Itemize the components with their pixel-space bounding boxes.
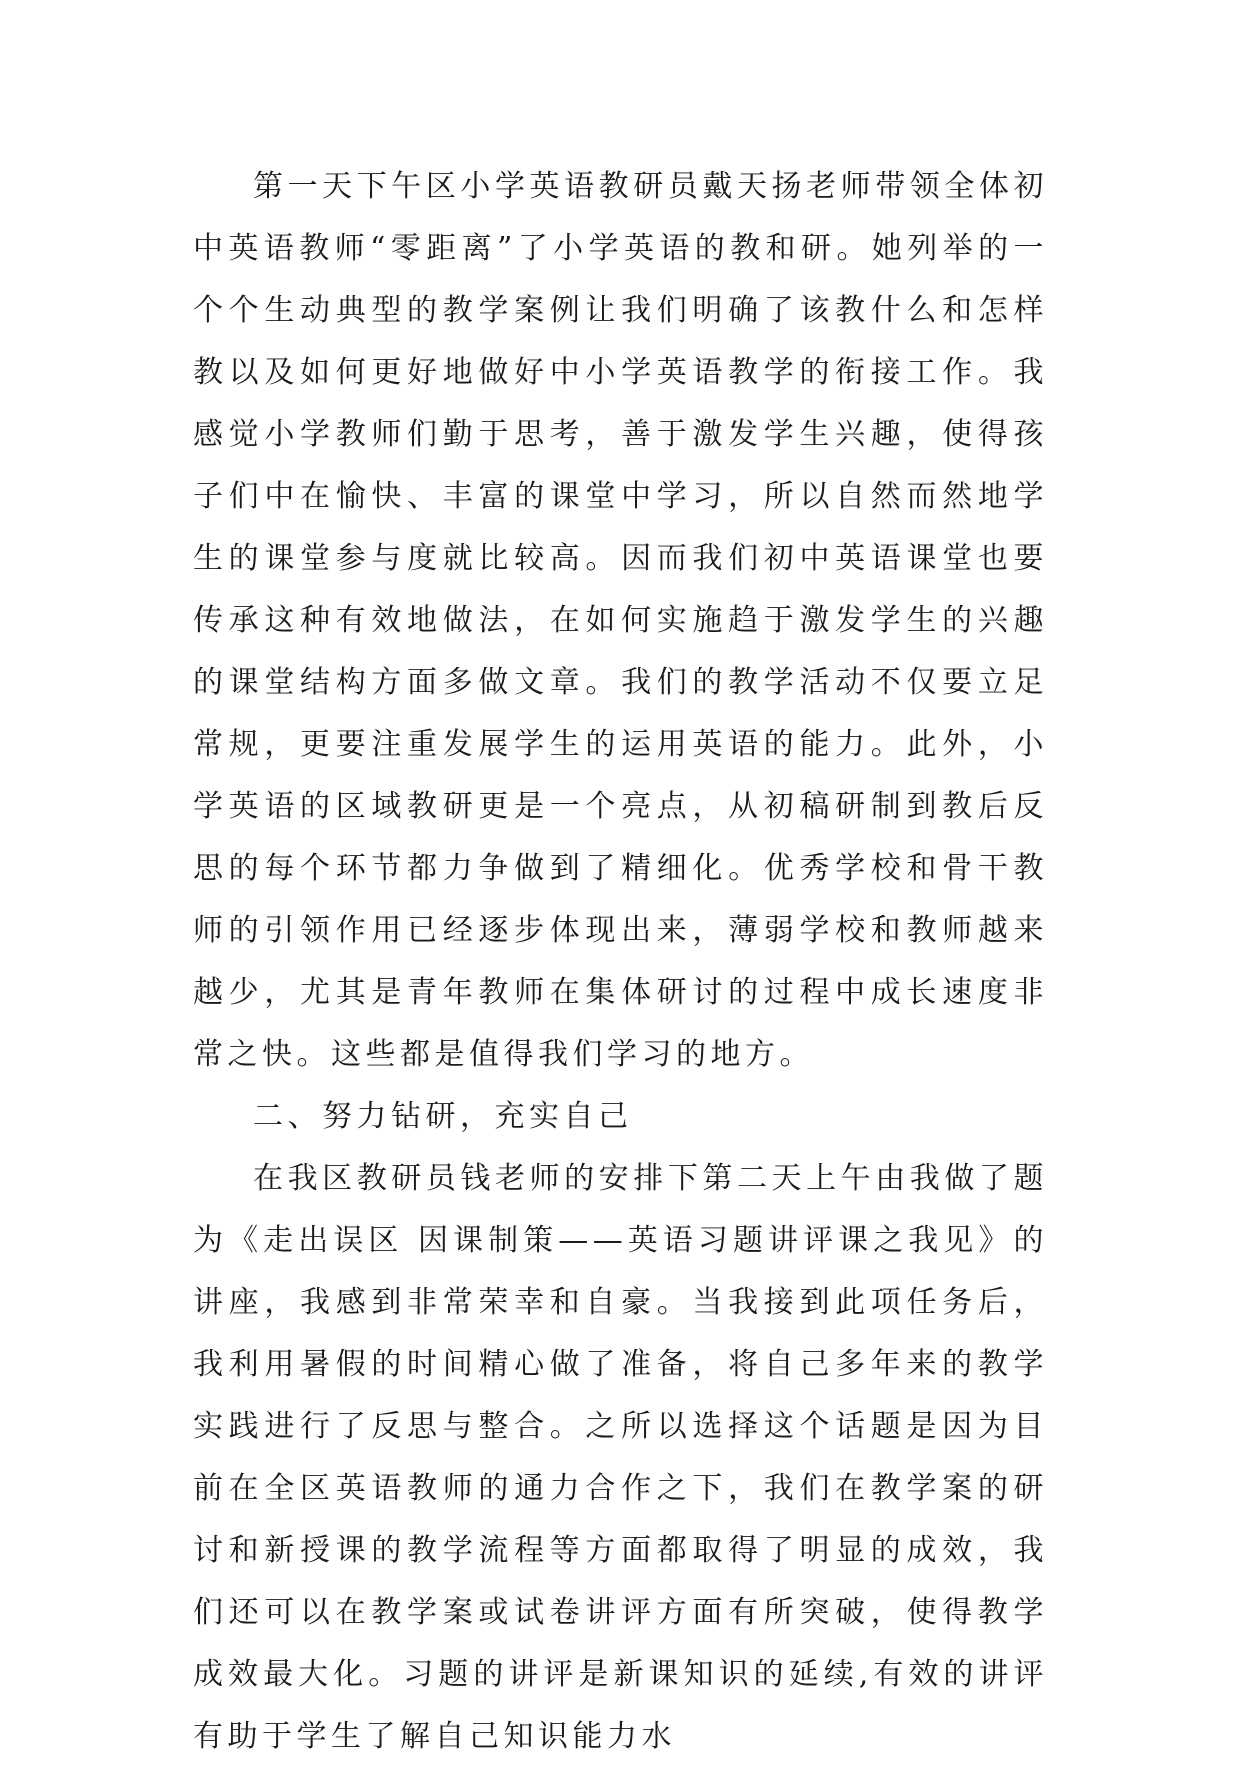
paragraph-primary-english-research: 第一天下午区小学英语教研员戴天扬老师带领全体初中英语教师“零距离”了小学英语的教和研。她列举的一个个生动典型的教学案例让我们明确了该教什么和怎样教以及如何更好地做好中小学英语教学的衔接工作。我感觉小学教师们勤于思考，善于激发学生兴趣，使得孩子们中在愉快、丰富的课堂中学习，所以自然而然地学生的课堂参与度就比较高。因而我们初中英语课堂也要传承这种有效地做法，在如何实施趋于激发学生的兴趣的课堂结构方面多做文章。我们的教学活动不仅要立足常规，更要注重发展学生的运用英语的能力。此外，小学英语的区域教研更是一个亮点，从初稿研制到教后反思的每个环节都力争做到了精细化。优秀学校和骨干教师的引领作用已经逐步体现出来，薄弱学校和教师越来越少，尤其是青年教师在集体研讨的过程中成长速度非常之快。这些都是值得我们学习的地方。 (193, 169, 1048, 1072)
section-heading-study-hard: 二、努力钻研，充实自己 (253, 1099, 633, 1134)
paragraph-lecture: 在我区教研员钱老师的安排下第二天上午由我做了题为《走出误区 因课制策——英语习题讲评课之我见》的讲座，我感到非常荣幸和自豪。当我接到此项任务后，我利用暑假的时间精心做了准备，将自己多年来的教学实践进行了反思与整合。之所以选择这个话题是因为目前在全区英语教师的通力合作之下，我们在教学案的研讨和新授课的教学流程等方面都取得了明显的成效，我们还可以在教学案或试卷讲评方面有所突破，使得教学成效最大化。习题的讲评是新课知识的延续,有效的讲评有助于学生了解自己知识能力水 (193, 1161, 1048, 1754)
document-body (193, 156, 1048, 1768)
